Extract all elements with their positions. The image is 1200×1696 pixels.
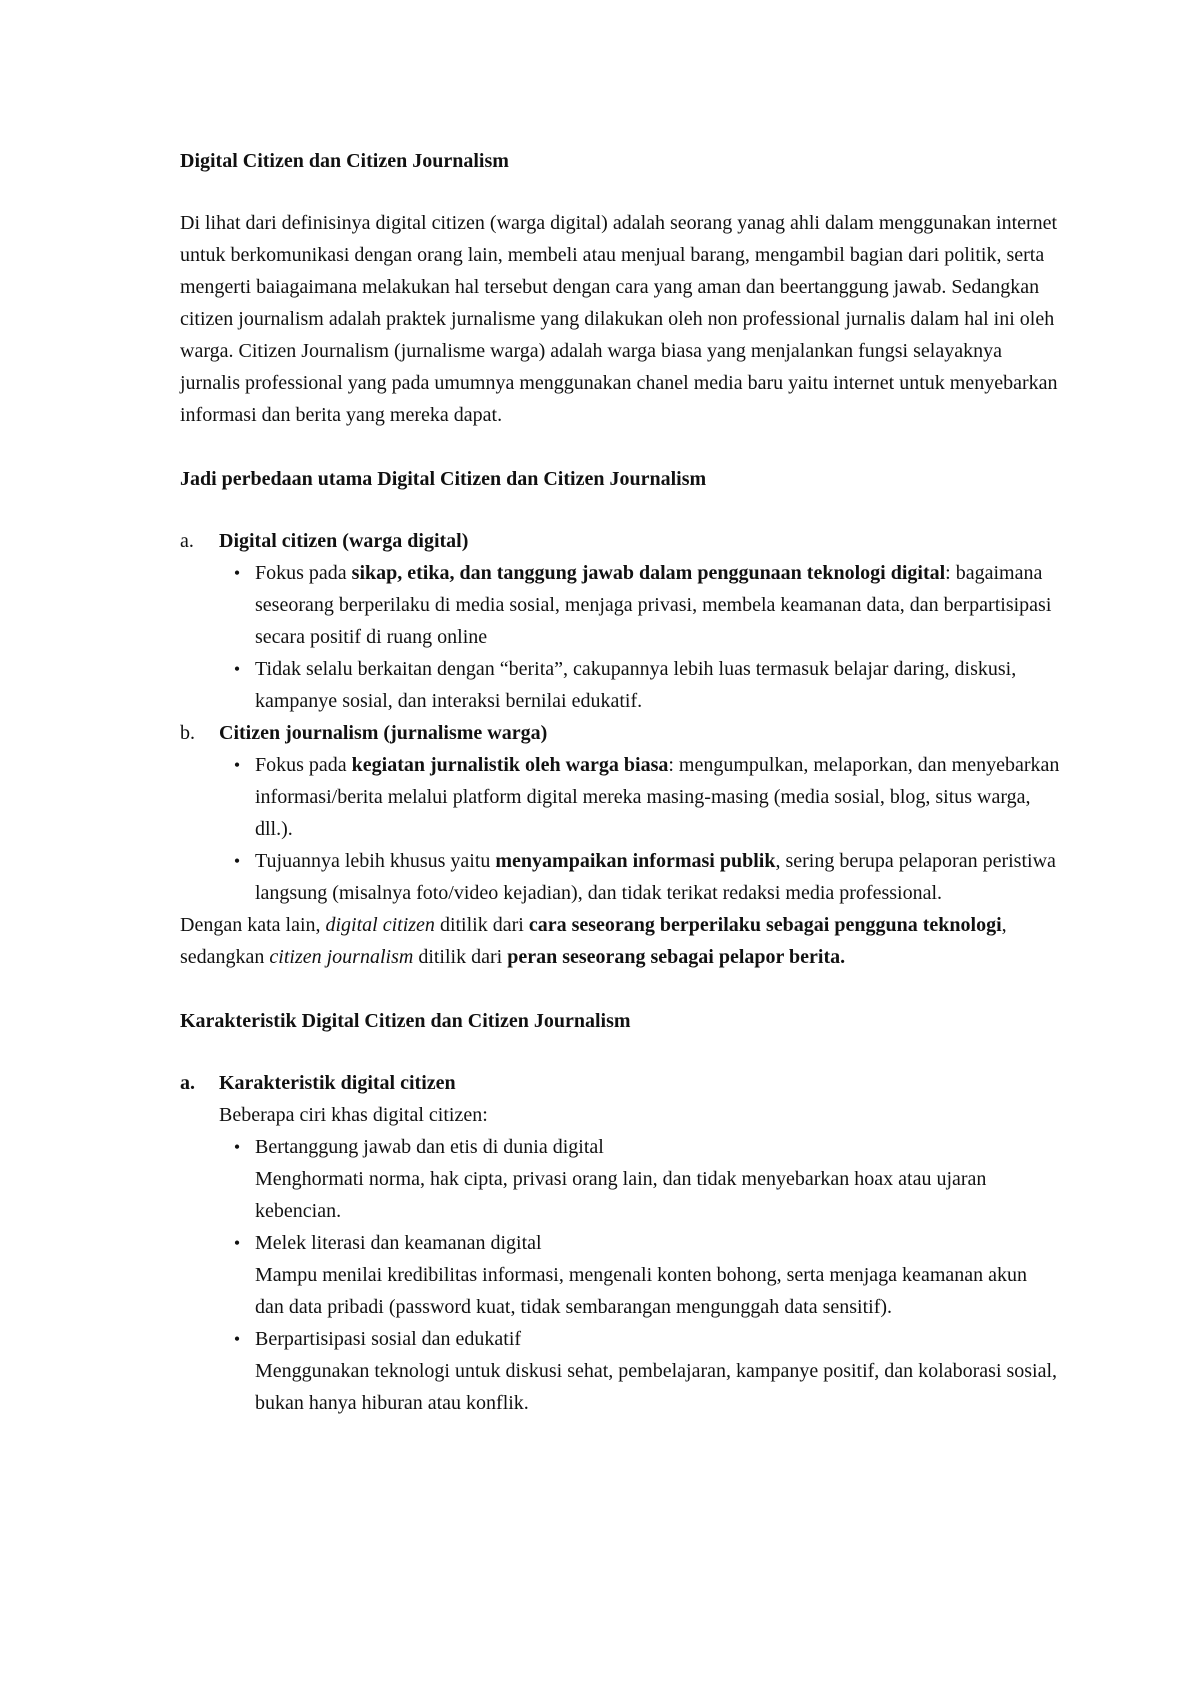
bullet-icon: • xyxy=(233,1329,241,1349)
list-item-intro: Beberapa ciri khas digital citizen: xyxy=(219,1104,488,1126)
bullet-text: Fokus pada kegiatan jurnalistik oleh warga biasa: mengumpulkan, melaporkan, dan menyebarkan informasi/berita melalui platform digital mereka masing-masing (media sosial, blog, situs warga, dll.). xyxy=(255,754,1060,840)
list-item-citizen-journalism xyxy=(180,717,1060,749)
bullet-text: Tidak selalu berkaitan dengan “berita”, cakupannya lebih luas termasuk belajar daring, diskusi, kampanye sosial, dan interaksi bernilai edukatif. xyxy=(255,658,1017,712)
intro-paragraph: Di lihat dari definisinya digital citizen (warga digital) adalah seorang yanag ahli dalam menggunakan internet untuk berkomunikasi dengan orang lain, membeli atau menjual barang, mengambil bagian dari politik, serta mengerti baiagaimana melakukan hal tersebut dengan cara yang aman dan beertanggung jawab. Sedangkan citizen journalism adalah praktek jurnalisme yang dilakukan oleh non professional jurnalis dalam hal ini oleh warga. Citizen Journalism (jurnalisme warga) adalah warga biasa yang menjalankan fungsi selayaknya jurnalis professional yang pada umumnya menggunakan chanel media baru yaitu internet untuk menyebarkan informasi dan berita yang mereka dapat. xyxy=(180,212,1058,426)
bullet-icon: • xyxy=(233,851,241,871)
bullet-item xyxy=(219,845,1060,909)
bullet-icon: • xyxy=(233,755,241,775)
bullet-text: Tujuannya lebih khusus yaitu menyampaikan informasi publik, sering berupa pelaporan peristiwa langsung (misalnya foto/video kejadian), dan tidak terikat redaksi media professional. xyxy=(255,850,1056,904)
list-item-label: Citizen journalism (jurnalisme warga) xyxy=(219,722,548,744)
bullet-text: Fokus pada sikap, etika, dan tanggung jawab dalam penggunaan teknologi digital: bagaimana seseorang berperilaku di media sosial, menjaga privasi, membela keamanan data, dan berpartisipasi secara positif di ruang online xyxy=(255,562,1052,648)
section-heading-characteristics: Karakteristik Digital Citizen dan Citizen Journalism xyxy=(180,1010,631,1032)
bullet-description: Mampu menilai kredibilitas informasi, mengenali konten bohong, serta menjaga keamanan akun dan data pribadi (password kuat, tidak sembarangan mengunggah data sensitif). xyxy=(255,1264,1028,1318)
bullet-item xyxy=(219,1227,1060,1323)
bullet-description: Menghormati norma, hak cipta, privasi orang lain, dan tidak menyebarkan hoax atau ujaran kebencian. xyxy=(255,1168,987,1222)
bullet-title: Berpartisipasi sosial dan edukatif xyxy=(255,1328,522,1350)
summary-paragraph: Dengan kata lain, digital citizen ditilik dari cara seseorang berperilaku sebagai pengguna teknologi, sedangkan citizen journalism ditilik dari peran seseorang sebagai pelapor berita. xyxy=(180,914,1007,968)
differences-list xyxy=(180,525,1060,973)
document-title: Digital Citizen dan Citizen Journalism xyxy=(180,150,509,172)
bullet-list xyxy=(180,749,1060,909)
bullet-item xyxy=(219,1323,1060,1419)
bullet-item xyxy=(219,1131,1060,1227)
bullet-title: Melek literasi dan keamanan digital xyxy=(255,1232,542,1254)
list-item-digital-citizen xyxy=(180,525,1060,557)
characteristics-list xyxy=(180,1067,1060,1419)
bullet-item xyxy=(219,557,1060,653)
bullet-list xyxy=(180,557,1060,717)
bullet-icon: • xyxy=(233,659,241,679)
list-marker: a. xyxy=(180,1072,195,1094)
bullet-icon: • xyxy=(233,1137,241,1157)
bullet-list xyxy=(180,1131,1060,1419)
bullet-icon: • xyxy=(233,1233,241,1253)
list-item-label: Digital citizen (warga digital) xyxy=(219,530,469,552)
bullet-item xyxy=(219,653,1060,717)
section-heading-differences: Jadi perbedaan utama Digital Citizen dan Citizen Journalism xyxy=(180,468,707,490)
bullet-icon: • xyxy=(233,563,241,583)
bullet-item xyxy=(219,749,1060,845)
list-item-label: Karakteristik digital citizen xyxy=(219,1072,456,1094)
bullet-title: Bertanggung jawab dan etis di dunia digital xyxy=(255,1136,604,1158)
bullet-description: Menggunakan teknologi untuk diskusi sehat, pembelajaran, kampanye positif, dan kolaborasi sosial, bukan hanya hiburan atau konflik. xyxy=(255,1360,1058,1414)
list-marker: b. xyxy=(180,722,195,744)
list-marker: a. xyxy=(180,530,194,552)
list-item-characteristics-digital-citizen xyxy=(180,1067,1060,1099)
